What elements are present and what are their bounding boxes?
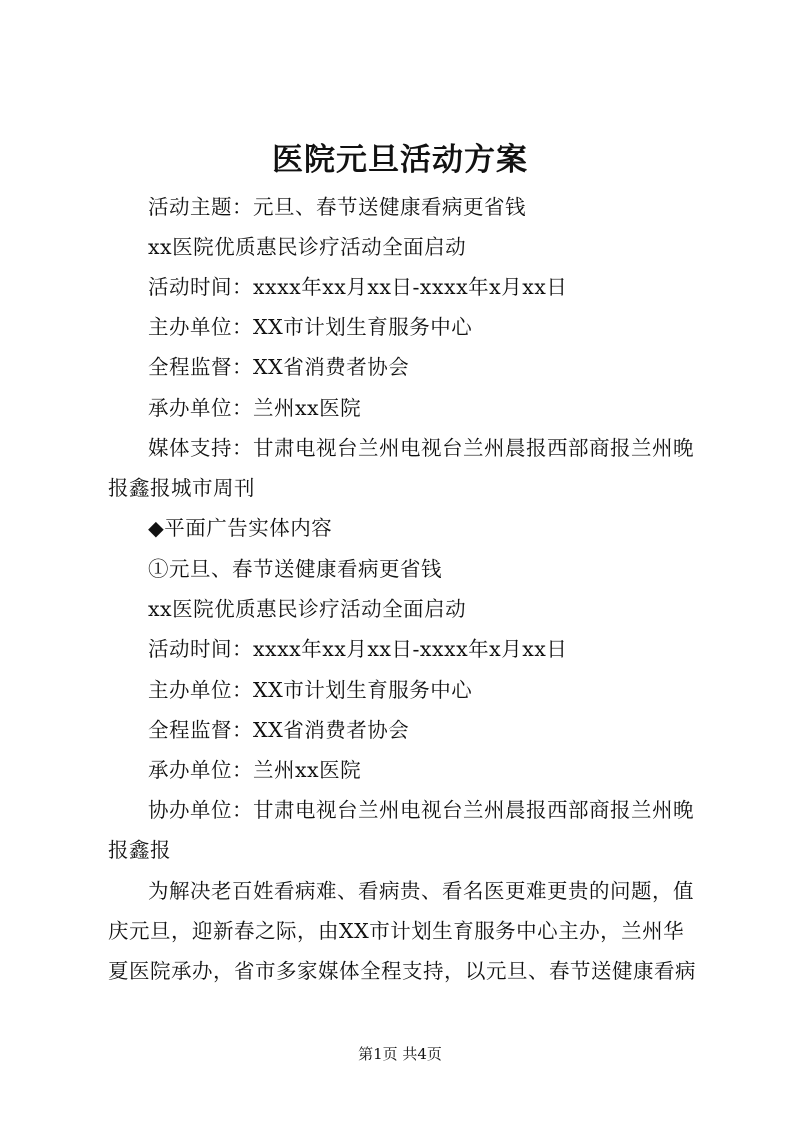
text-line: 全程监督：XX省消费者协会 [148,355,410,379]
text-line: 为解决老百姓看病难、看病贵、看名医更难更贵的问题，值 [148,879,694,903]
page-number-footer: 第1页 共4页 [358,1045,442,1063]
text-line: 主办单位：XX市计划生育服务中心 [148,315,473,339]
text-line: 媒体支持：甘肃电视台兰州电视台兰州晨报西部商报兰州晚 [148,436,694,460]
text-line: 活动时间：xxxx年xx月xx日-xxxx年x月xx日 [148,637,568,661]
text-line: ◆平面广告实体内容 [148,516,333,540]
document-title: 医院元旦活动方案 [272,142,528,178]
text-line: 协办单位：甘肃电视台兰州电视台兰州晨报西部商报兰州晚 [148,798,694,822]
text-line: 报鑫报城市周刊 [108,476,255,500]
text-line: 主办单位：XX市计划生育服务中心 [148,678,473,702]
text-line: 承办单位：兰州xx医院 [148,396,362,420]
text-line: 活动时间：xxxx年xx月xx日-xxxx年x月xx日 [148,275,568,299]
text-line: ①元旦、春节送健康看病更省钱 [148,557,442,581]
text-line: xx医院优质惠民诊疗活动全面启动 [148,235,467,259]
text-line: xx医院优质惠民诊疗活动全面启动 [148,597,467,621]
text-line: 全程监督：XX省消费者协会 [148,718,410,742]
text-line: 活动主题：元旦、春节送健康看病更省钱 [148,195,526,219]
text-line: 庆元旦，迎新春之际，由XX市计划生育服务中心主办，兰州华 [108,919,685,943]
text-line: 报鑫报 [108,838,171,862]
text-line: 夏医院承办，省市多家媒体全程支持，以元旦、春节送健康看病 [108,959,696,983]
text-line: 承办单位：兰州xx医院 [148,758,362,782]
